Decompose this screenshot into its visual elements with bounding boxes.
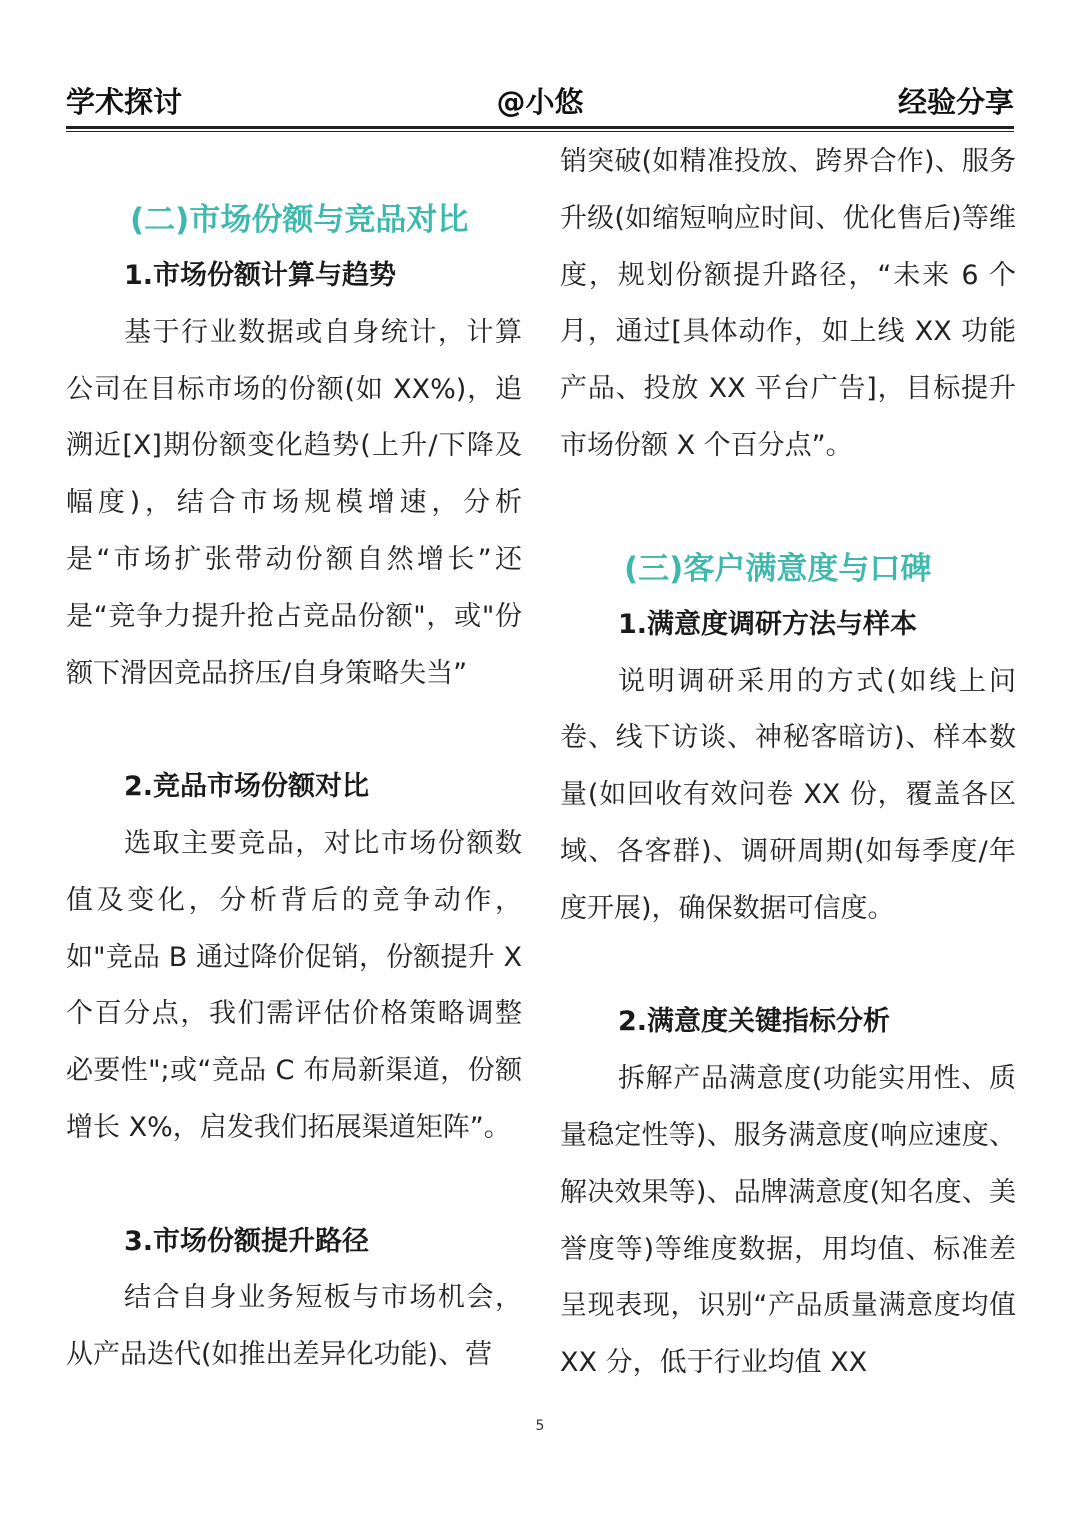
- paragraph-share-growth-path: 结合自身业务短板与市场机会，从产品迭代(如推出差异化功能)、营: [66, 1282, 522, 1371]
- paragraph-share-trend: 基于行业数据或自身统计，计算公司在目标市场的份额(如 XX%)，追溯近[X]期份额变化趋势(上升/下降及幅度)，结合市场规模增速，分析是“市场扩张带动份额自然增长”还是“竞争力提升抢占竞品份额"，或"份额下滑因竞品挤压/自身策略失当”: [66, 316, 522, 689]
- section-title-market-share: (二)市场份额与竞品对比: [130, 202, 469, 238]
- header-left-label: 学术探讨: [66, 85, 183, 119]
- paragraph-competitor-share: 选取主要竞品，对比市场份额数值及变化，分析背后的竞争动作，如"竞品 B 通过降价促销，份额提升 X 个百分点，我们需评估价格策略调整必要性";或“竞品 C 布局新渠道，份额增长 X%，启发我们拓展渠道矩阵”。: [66, 827, 522, 1143]
- header-divider-thin: [66, 131, 1014, 132]
- subsection-title-satisfaction-metrics: 2.满意度关键指标分析: [618, 1006, 891, 1038]
- header-right-label: 经验分享: [897, 85, 1014, 119]
- subsection-title-share-trend: 1.市场份额计算与趋势: [124, 260, 397, 291]
- header-divider-thick: [66, 126, 1014, 129]
- subsection-title-survey-method: 1.满意度调研方法与样本: [618, 608, 918, 640]
- subsection-title-share-growth-path: 3.市场份额提升路径: [124, 1225, 370, 1257]
- page-header: [66, 80, 1014, 128]
- paragraph-continued: 销突破(如精准投放、跨界合作)、服务升级(如缩短响应时间、优化售后)等维度，规划份额提升路径，“未来 6 个月，通过[具体动作，如上线 XX 功能产品、投放 XX 平台广告]，目标提升市场份额 X 个百分点”。: [560, 146, 1016, 461]
- right-column: [560, 134, 1016, 1392]
- page-number: 5: [535, 1418, 545, 1434]
- subsection-title-competitor-share: 2.竞品市场份额对比: [124, 771, 370, 803]
- left-column: [66, 134, 522, 1384]
- header-author: @小悠: [496, 85, 584, 119]
- paragraph-survey-method: 说明调研采用的方式(如线上问卷、线下访谈、神秘客暗访)、样本数量(如回收有效问卷 XX 份，覆盖各区域、各客群)、调研周期(如每季度/年度开展)，确保数据可信度。: [560, 665, 1016, 924]
- section-title-satisfaction: (三)客户满意度与口碑: [624, 550, 932, 587]
- paragraph-satisfaction-metrics: 拆解产品满意度(功能实用性、质量稳定性等)、服务满意度(响应速度、解决效果等)、品牌满意度(知名度、美誉度等)等维度数据，用均值、标准差呈现表现，识别“产品质量满意度均值 XX 分，低于行业均值 XX: [560, 1063, 1016, 1379]
